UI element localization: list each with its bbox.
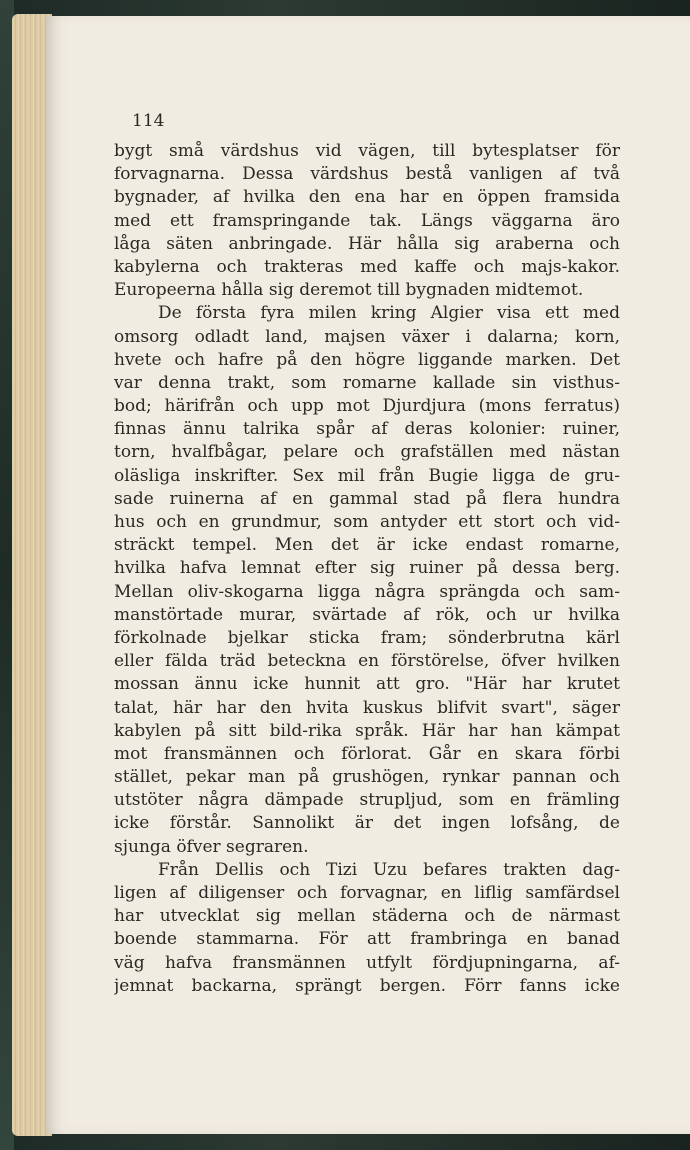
text-line: väg hafva fransmännen utfylt fördjupningarna, af- [114, 952, 620, 973]
text-line: omsorg odladt land, majsen växer i dalarna; korn, [114, 326, 620, 347]
body-text [114, 140, 620, 998]
text-line: bygt små värdshus vid vägen, till bytesplatser för [114, 141, 620, 161]
text-line: bygnader, af hvilka den ena har en öppen framsida [114, 187, 620, 208]
text-line: med ett framspringande tak. Längs väggarna äro [114, 210, 620, 231]
text-line: talat, här har den hvita kuskus blifvit svart", säger [114, 697, 620, 718]
text-line: mot fransmännen och förlorat. Går en skara förbi [114, 743, 620, 764]
text-line: sade ruinerna af en gammal stad på flera hundra [114, 488, 620, 509]
text-line: sträckt tempel. Men det är icke endast romarne, [114, 535, 620, 556]
text-line: Europeerna hålla sig deremot till bygnaden midtemot. [114, 280, 584, 301]
text-line: finnas ännu talrika spår af deras kolonier: ruiner, [114, 419, 620, 440]
text-line: boende stammarna. För att frambringa en banad [114, 929, 620, 950]
text-line: kabylerna och trakteras med kaffe och majs-kakor. [114, 256, 620, 277]
text-line: Mellan oliv-skogarna ligga några sprängda och sam- [114, 581, 620, 602]
text-line: bod; härifrån och upp mot Djurdjura (mons ferratus) [114, 396, 620, 417]
paragraph-start-line: De första fyra milen kring Algier visa ett med [158, 303, 620, 324]
text-line: forvagnarna. Dessa värdshus bestå vanligen af två [114, 164, 620, 185]
text-line: har utvecklat sig mellan städerna och de närmast [114, 906, 620, 927]
text-line: ligen af diligenser och forvagnar, en liflig samfärdsel [114, 883, 620, 903]
text-line: utstöter några dämpade strupljud, som en främling [114, 790, 620, 811]
text-line: manstörtade murar, svärtade af rök, och ur hvilka [114, 604, 620, 625]
text-line: sjunga öfver segraren. [114, 836, 309, 857]
text-line: torn, hvalfbågar, pelare och grafställen med nästan [114, 442, 620, 463]
text-line: icke förstår. Sannolikt är det ingen lofsång, de [114, 813, 620, 834]
paragraph-start-line: Från Dellis och Tizi Uzu befares trakten dag- [158, 859, 620, 880]
text-line: låga säten anbringade. Här hålla sig araberna och [114, 233, 620, 254]
text-line: stället, pekar man på grushögen, rynkar pannan och [114, 767, 620, 788]
text-line: mossan ännu icke hunnit att gro. "Här har krutet [114, 674, 620, 695]
text-line: oläsliga inskrifter. Sex mil från Bugie ligga de gru- [114, 465, 620, 486]
text-line: hvilka hafva lemnat efter sig ruiner på dessa berg. [114, 558, 620, 579]
text-line: hvete och hafre på den högre liggande marken. Det [114, 349, 620, 370]
page-number: 114 [132, 111, 165, 131]
text-line: förkolnade bjelkar sticka fram; sönderbrutna kärl [114, 627, 620, 648]
text-line: hus och en grundmur, som antyder ett stort och vid- [114, 512, 620, 532]
text-line: kabylen på sitt bild-rika språk. Här har han kämpat [114, 720, 620, 741]
text-line: eller fälda träd beteckna en förstörelse, öfver hvilken [114, 651, 620, 672]
text-line: var denna trakt, som romarne kallade sin visthus- [114, 372, 620, 393]
text-line: jemnat backarna, sprängt bergen. Förr fanns icke [114, 975, 620, 996]
